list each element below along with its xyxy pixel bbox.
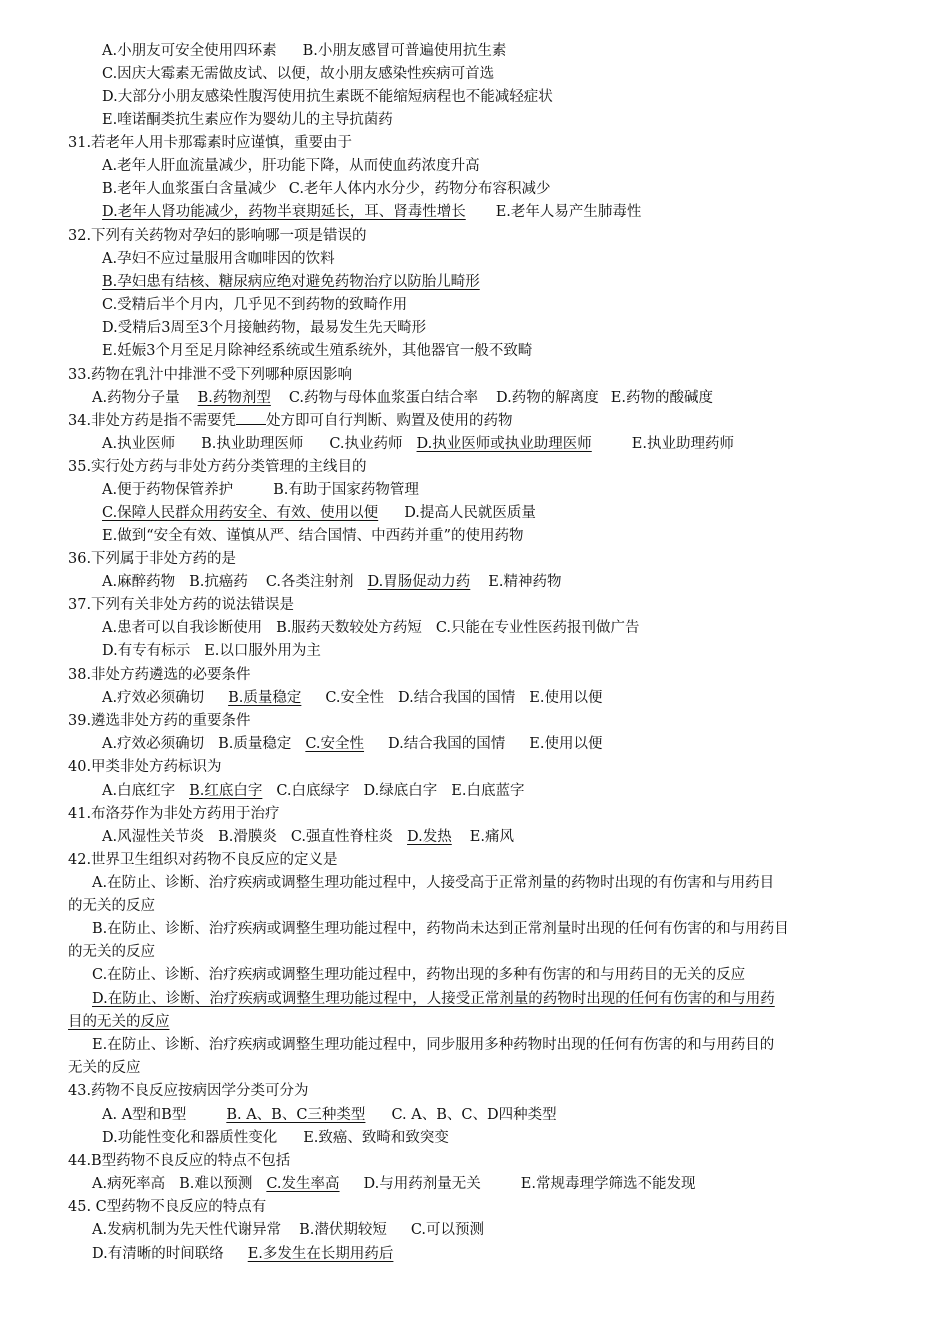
text-segment: A.疗效必须确切	[102, 690, 205, 706]
text-segment: B.潜伏期较短	[299, 1222, 387, 1238]
option-line	[102, 63, 494, 86]
answer-text: D.在防止、诊断、治疗疾病或调整生理功能过程中，人接受正常剂量的药物时出现的任何有伤害的和与用药	[92, 991, 775, 1007]
text-segment: C.因庆大霉素无需做皮试、以便，故小朋友感染性疾病可首选	[102, 66, 495, 82]
option-line	[102, 340, 532, 363]
text-segment: D.绿底白字	[363, 783, 438, 799]
text-segment: D.结合我国的国情	[388, 736, 506, 752]
answer-text: B.药物剂型	[197, 390, 271, 406]
option-line	[102, 525, 524, 548]
question-line	[68, 456, 367, 479]
text-segment: A.老年人肝血流量减少，肝功能下降，从而使血药浓度升高	[102, 158, 480, 174]
text-segment: C.只能在专业性医药报刊做广告	[435, 620, 640, 636]
option-line	[102, 271, 480, 294]
text-segment: D.与用药剂量无关	[363, 1176, 481, 1192]
question-line	[68, 594, 294, 617]
text-segment: D.受精后3周至3个月接触药物，最易发生先天畸形	[102, 320, 427, 336]
question-line	[68, 364, 352, 387]
text-segment: E.痛风	[469, 829, 514, 845]
text-segment: 40.甲类非处方药标识为	[68, 759, 222, 775]
text-segment: C.执业药师	[329, 436, 403, 452]
option-line	[102, 687, 602, 710]
text-segment: E.常规毒理学筛选不能发现	[520, 1176, 696, 1192]
answer-text: E.多发生在长期用药后	[247, 1246, 394, 1262]
answer-text: B.质量稳定	[228, 690, 302, 706]
text-segment: E.妊娠3个月至足月除神经系统或生殖系统外，其他器官一般不致畸	[102, 343, 533, 359]
text-segment: C.在防止、诊断、治疗疾病或调整生理功能过程中，药物出现的多种有伤害的和与用药目的无关的反应	[92, 967, 746, 983]
question-line	[68, 756, 222, 779]
text-segment: A.患者可以自我诊断使用	[102, 620, 263, 636]
answer-text: D.胃肠促动力药	[367, 574, 471, 590]
text-segment: E.精神药物	[488, 574, 562, 590]
text-segment: 34.非处方药是指不需要凭	[68, 413, 237, 429]
text-segment: 44.B型药物不良反应的特点不包括	[68, 1153, 291, 1169]
text-segment: 的无关的反应	[68, 944, 155, 960]
fill-in-blank	[236, 410, 266, 425]
option-line	[92, 1219, 484, 1242]
text-segment: 42.世界卫生组织对药物不良反应的定义是	[68, 852, 338, 868]
text-segment: E.使用以便	[529, 736, 603, 752]
text-segment: B.抗癌药	[189, 574, 248, 590]
text-segment: B.质量稳定	[218, 736, 292, 752]
question-line	[68, 849, 338, 872]
option-line	[102, 1127, 449, 1150]
option-line	[102, 479, 419, 502]
text-segment: 处方即可自行判断、购置及使用的药物	[266, 413, 513, 429]
answer-text: B.孕妇患有结核、糖尿病应绝对避免药物治疗以防胎儿畸形	[102, 274, 480, 290]
text-segment: 31.若老年人用卡那霉素时应谨慎，重要由于	[68, 135, 353, 151]
text-segment: C.强直性脊柱炎	[290, 829, 394, 845]
question-line	[68, 410, 513, 433]
text-segment: B.在防止、诊断、治疗疾病或调整生理功能过程中，药物尚未达到正常剂量时出现的任何有伤害的和与用药目	[92, 921, 789, 937]
text-segment: 39.遴选非处方药的重要条件	[68, 713, 251, 729]
option-line	[102, 826, 514, 849]
text-segment: D.有专有标示	[102, 643, 191, 659]
text-segment: C.安全性	[325, 690, 385, 706]
text-segment: 无关的反应	[68, 1060, 141, 1076]
option-line	[102, 86, 553, 109]
text-segment: A.小朋友可安全使用四环素	[102, 43, 277, 59]
text-segment: 38.非处方药遴选的必要条件	[68, 667, 251, 683]
text-segment: A.麻醉药物	[102, 574, 176, 590]
text-segment: B.老年人血浆蛋白含量减少	[102, 181, 277, 197]
option-line	[102, 178, 550, 201]
option-line	[92, 918, 789, 941]
answer-text: B. A、B、C三种类型	[226, 1107, 366, 1123]
option-line	[102, 294, 407, 317]
text-segment: C.受精后半个月内，几乎见不到药物的致畸作用	[102, 297, 408, 313]
text-segment: 37.下列有关非处方药的说法错误是	[68, 597, 295, 613]
option-line	[102, 571, 561, 594]
text-segment: A.药物分子量	[92, 390, 180, 406]
text-segment: A.发病机制为先天性代谢异常	[92, 1222, 282, 1238]
text-segment: D.大部分小朋友感染性腹泻使用抗生素既不能缩短病程也不能减轻症状	[102, 89, 553, 105]
text-segment: A.白底红字	[102, 783, 176, 799]
question-line	[68, 132, 352, 155]
option-line	[102, 617, 640, 640]
text-segment: B.滑膜炎	[218, 829, 277, 845]
text-segment: E.药物的酸碱度	[610, 390, 713, 406]
text-segment: 32.下列有关药物对孕妇的影响哪一项是错误的	[68, 228, 367, 244]
text-segment: 41.布洛芬作为非处方药用于治疗	[68, 806, 280, 822]
text-segment: A.执业医师	[102, 436, 176, 452]
text-segment: A.疗效必须确切	[102, 736, 205, 752]
text-segment: E.致癌、致畸和致突变	[303, 1130, 449, 1146]
text-segment: A.风湿性关节炎	[102, 829, 205, 845]
option-line	[102, 248, 335, 271]
text-segment: A.便于药物保管养护	[102, 482, 234, 498]
option-line	[102, 40, 506, 63]
answer-text: D.执业医师或执业助理医师	[416, 436, 592, 452]
option-line	[92, 1243, 393, 1266]
text-segment: C. A、B、C、D四种类型	[391, 1107, 557, 1123]
answer-text: C.发生率高	[266, 1176, 340, 1192]
answer-text: 目的无关的反应	[68, 1014, 170, 1030]
question-line	[68, 225, 367, 248]
question-line	[68, 1196, 266, 1219]
option-line	[102, 780, 524, 803]
text-segment: D.功能性变化和器质性变化	[102, 1130, 278, 1146]
text-segment: E.在防止、诊断、治疗疾病或调整生理功能过程中，同步服用多种药物时出现的任何有伤害的和与用药目的	[92, 1037, 775, 1053]
option-line	[102, 1104, 557, 1127]
option-line	[102, 317, 426, 340]
answer-text: C.保障人民群众用药安全、有效、使用以便	[102, 505, 379, 521]
question-line	[68, 1150, 290, 1173]
text-segment: B.服药天数较处方药短	[276, 620, 422, 636]
option-line	[92, 988, 775, 1011]
text-segment: C.各类注射剂	[265, 574, 354, 590]
text-segment: D.有清晰的时间联络	[92, 1246, 224, 1262]
continuation-line	[68, 941, 155, 964]
option-line	[102, 155, 480, 178]
text-segment: B.有助于国家药物管理	[273, 482, 419, 498]
option-line	[102, 201, 641, 224]
option-line	[102, 109, 393, 132]
text-segment: E.老年人易产生肺毒性	[495, 204, 642, 220]
text-segment: E.喹诺酮类抗生素应作为婴幼儿的主导抗菌药	[102, 112, 393, 128]
text-segment: E.白底蓝字	[451, 783, 525, 799]
text-segment: A.孕妇不应过量服用含咖啡因的饮料	[102, 251, 335, 267]
option-line	[92, 1173, 695, 1196]
text-segment: C.白底绿字	[276, 783, 350, 799]
text-segment: 43.药物不良反应按病因学分类可分为	[68, 1083, 309, 1099]
option-line	[92, 872, 774, 895]
text-segment: B.执业助理医师	[201, 436, 304, 452]
option-line	[92, 387, 713, 410]
option-line	[102, 733, 602, 756]
text-segment: A. A型和B型	[102, 1107, 187, 1123]
continuation-line	[68, 895, 155, 918]
answer-text: B.红底白字	[189, 783, 263, 799]
option-line	[102, 640, 321, 663]
question-line	[68, 710, 251, 733]
question-line	[68, 803, 280, 826]
text-segment: 45. C型药物不良反应的特点有	[68, 1199, 267, 1215]
option-line	[102, 433, 734, 456]
text-segment: D.提高人民就医质量	[404, 505, 536, 521]
text-segment: E.做到“安全有效、谨慎从严、结合国情、中西药并重”的使用药物	[102, 528, 524, 544]
option-line	[102, 502, 536, 525]
answer-text: D.发热	[407, 829, 452, 845]
text-segment: C.药物与母体血浆蛋白结合率	[288, 390, 479, 406]
text-segment: C.可以预测	[410, 1222, 485, 1238]
question-line	[68, 1080, 309, 1103]
text-segment: B.难以预测	[179, 1176, 253, 1192]
text-segment: C.老年人体内水分少，药物分布容积减少	[288, 181, 551, 197]
text-segment: 33.药物在乳汁中排泄不受下列哪种原因影响	[68, 367, 353, 383]
text-segment: 35.实行处方药与非处方药分类管理的主线目的	[68, 459, 367, 475]
text-segment: B.小朋友感冒可普遍使用抗生素	[302, 43, 507, 59]
answer-text: C.安全性	[305, 736, 365, 752]
option-line	[92, 1034, 774, 1057]
text-segment: A.在防止、诊断、治疗疾病或调整生理功能过程中，人接受高于正常剂量的药物时出现的有伤害和与用药目	[92, 875, 775, 891]
option-line	[92, 964, 745, 987]
text-segment: E.执业助理药师	[631, 436, 734, 452]
text-segment: 的无关的反应	[68, 898, 155, 914]
question-line	[68, 548, 236, 571]
text-segment: D.结合我国的国情	[398, 690, 516, 706]
continuation-line	[68, 1057, 141, 1080]
text-segment: A.病死率高	[92, 1176, 166, 1192]
question-line	[68, 664, 251, 687]
text-segment: 36.下列属于非处方药的是	[68, 551, 237, 567]
continuation-line	[68, 1011, 170, 1034]
answer-text: D.老年人肾功能减少，药物半衰期延长，耳、肾毒性增长	[102, 204, 466, 220]
text-segment: E.以口服外用为主	[204, 643, 321, 659]
text-segment: D.药物的解离度	[496, 390, 599, 406]
text-segment: E.使用以便	[529, 690, 603, 706]
